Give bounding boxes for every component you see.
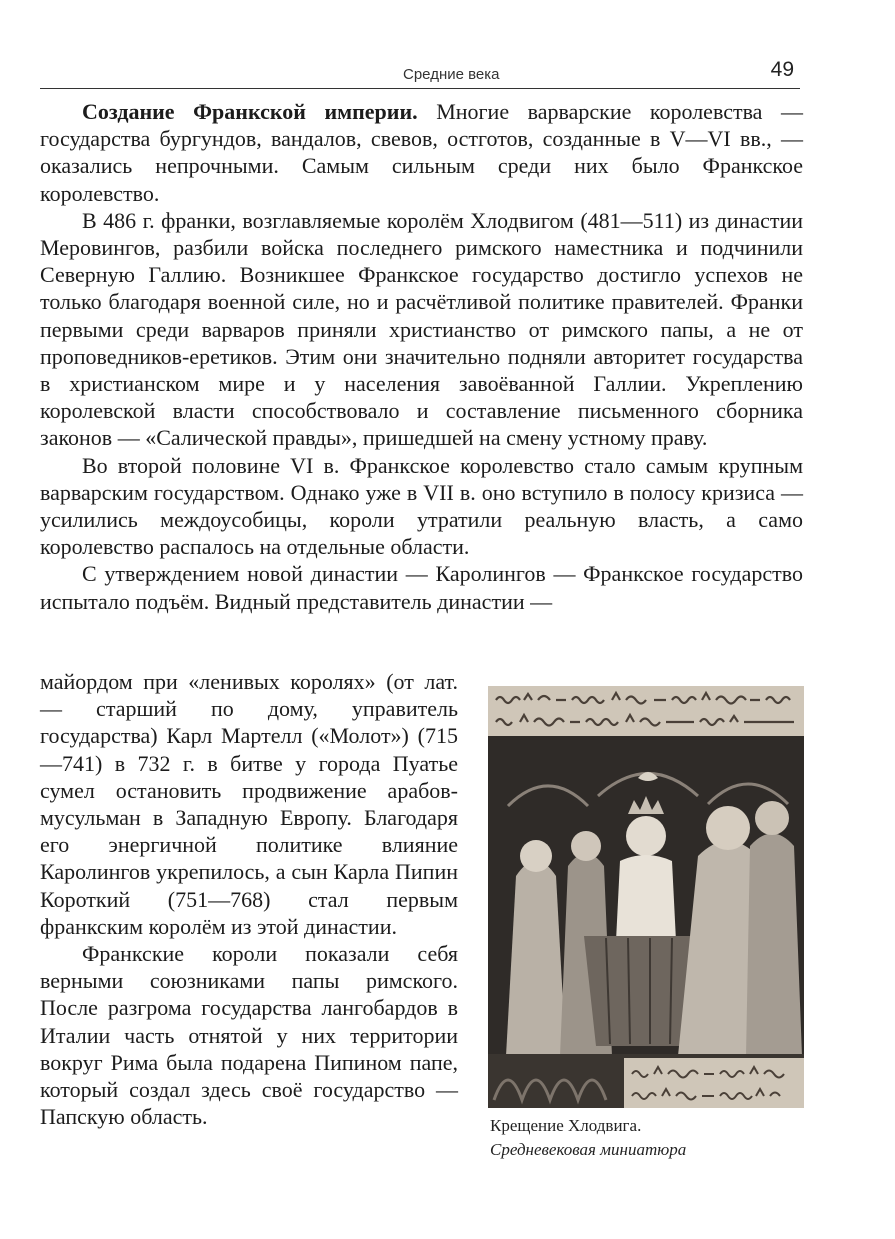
section-heading-inline: Создание Франкской империи. (82, 99, 418, 124)
paragraph-3: Во второй половине VI в. Франкское королевство стало самым крупным варварским государством. Однако уже в VII в. оно вступило в полосу кризиса — усилились междоусобицы, короли утратили реальную власть, а само королевство распалось на отдельные области. (40, 452, 803, 560)
running-head (40, 58, 800, 89)
paragraph-4-start: С утверждением новой династии — Каролингов — Франкское государство испытало подъём. Видный представитель династии — (40, 561, 803, 614)
paragraph-2: В 486 г. франки, возглавляемые королём Хлодвигом (481—511) из династии Меровингов, разбили войска последнего римского наместника и подчинили Северную Галлию. Возникшее Франкское государство достигло успехов не только благодаря военной силе, но и расчётливой политике правителей. Франки первыми среди варваров приняли христианство от римского папы, а не от проповедников-еретиков. Этим они значительно подняли авторитет государства в христианском мире и у населения завоёванной Галлии. Укреплению королевской власти способствовало и составление письменного сборника законов — «Салической правды», пришедшей на смену устному праву. (40, 207, 803, 451)
miniature-caption-panel (624, 1058, 804, 1108)
page-number: 49 (770, 58, 794, 81)
caption-subtitle: Средневековая миниатюра (490, 1140, 687, 1159)
caption-title: Крещение Хлодвига. (490, 1116, 642, 1135)
figure-second-head (571, 831, 601, 861)
manuscript-text-band (488, 686, 804, 736)
main-text-beside-figure (40, 668, 458, 1130)
paragraph-4-continued: майордом при «ленивых королях» (от лат. — старший по дому, управитель государства) Карл Мартелл («Молот») (715—741) в 732 г. в битве у города Пуатье сумел остановить продвижение арабов-мусульман в Западную Европу. Благодаря его энергичной политике влияние Каролингов укрепилось, а сын Карла Пипин Короткий (751—768) стал первым франкским королём из этой династии. (40, 669, 458, 939)
figure-left-head (520, 840, 552, 872)
figure-right-head (755, 801, 789, 835)
baptism-miniature-image (488, 686, 804, 1108)
king-torso (616, 855, 676, 941)
figure-right-robe (746, 834, 802, 1057)
paragraph-1-text: Многие варварские королевства — государства бургундов, вандалов, свевов, остготов, созданные в V—VI вв., — оказались непрочными. Самым сильным среди них было Франкское королевство. (40, 99, 803, 206)
miniature-illustration (488, 686, 804, 1108)
paragraph-1 (40, 98, 803, 207)
main-text-full-width (40, 98, 803, 615)
section-title: Средние века (403, 66, 500, 83)
figure-caption (490, 1114, 810, 1162)
bishop-head (706, 806, 750, 850)
paragraph-5: Франкские короли показали себя верными союзниками папы римского. После разгрома государства лангобардов в Италии часть отнятой у них территории вокруг Рима была подарена Пипином папе, который создал здесь своё государство — Папскую область. (40, 941, 458, 1130)
king-head (626, 816, 666, 856)
